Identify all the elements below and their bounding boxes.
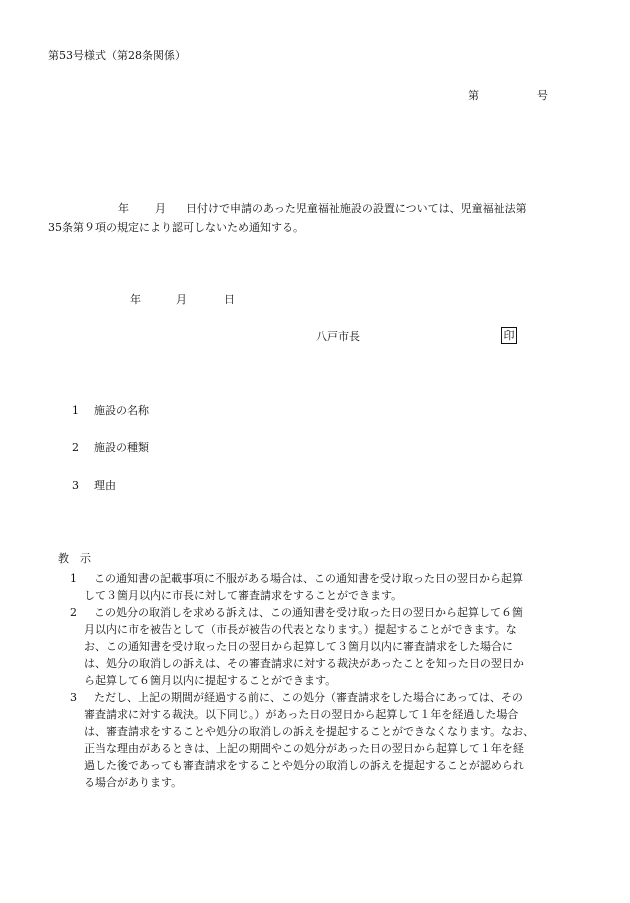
notice-line: 月以内に市を被告として（市長が被告の代表となります。）提起することができます。な: [84, 623, 517, 636]
notice-line: [70, 570, 570, 587]
date-year: 年: [130, 293, 141, 306]
item-label: 施設の名称: [94, 404, 149, 417]
notice-line: は、審査請求をすることや処分の取消しの訴えを提起することができなくなります。なお、: [84, 725, 535, 738]
notice-line: 正当な理由があるときは、上記の期間やこの処分があった日の翌日から起算して１年を経: [84, 742, 524, 755]
notice-text: この処分の取消しを求める訴えは、この通知書を受け取った日の翌日から起算して６箇: [94, 606, 523, 619]
notice-text: この通知書の記載事項に不服がある場合は、この通知書を受け取った日の翌日から起算: [94, 572, 523, 585]
body-line-1: [48, 199, 568, 218]
notice-number: 1: [70, 572, 77, 585]
item-label: 理由: [94, 479, 116, 492]
notice-line: ら起算して６箇月以内に提起することができます。: [84, 674, 337, 687]
body-line-2: 35条第９項の規定により認可しないため通知する。: [48, 221, 304, 234]
item-number: 1: [72, 404, 79, 417]
body-line1-text: 日付けで申請のあった児童福祉施設の設置については、児童福祉法第: [186, 202, 527, 215]
item-number: 2: [72, 441, 79, 454]
notice-line: [70, 604, 570, 621]
document-number-suffix: 号: [537, 89, 548, 102]
date-month: 月: [176, 293, 187, 306]
notice-item-2: [70, 604, 570, 689]
item-label: 施設の種類: [94, 441, 149, 454]
notice-line: る場合があります。: [84, 776, 183, 789]
notice-list: [70, 570, 570, 791]
item-facility-type: [72, 442, 149, 453]
notice-title: 教 示: [58, 552, 91, 565]
item-number: 3: [72, 479, 79, 492]
notice-line: [70, 689, 570, 706]
seal-mark: 印: [501, 327, 517, 344]
body-year: 年: [118, 202, 129, 215]
item-facility-name: [72, 405, 149, 416]
document-number-prefix: 第: [468, 89, 479, 102]
notice-line: 審査請求に対する裁決。以下同じ。）があった日の翌日から起算して１年を経過した場合: [84, 708, 519, 721]
date-day: 日: [224, 293, 235, 306]
notice-item-1: [70, 570, 570, 604]
notice-item-3: [70, 689, 570, 791]
notice-number: 3: [70, 691, 77, 704]
notice-line: して３箇月以内に市長に対して審査請求をすることができます。: [84, 589, 403, 602]
notification-body: [48, 199, 568, 237]
notice-line: お、この通知書を受け取った日の翌日から起算して３箇月以内に審査請求をした場合に: [84, 640, 513, 653]
body-month: 月: [155, 202, 166, 215]
issuer-name: 八戸市長: [316, 330, 360, 343]
notice-number: 2: [70, 606, 77, 619]
notice-line: は、処分の取消しの訴えは、その審査請求に対する裁決があったことを知った日の翌日か: [84, 657, 524, 670]
form-number: 第53号様式（第28条関係）: [48, 49, 186, 62]
item-reason: [72, 480, 116, 491]
notice-text: ただし、上記の期間が経過する前に、この処分（審査請求をした場合にあっては、その: [94, 691, 523, 704]
notice-line: 過した後であっても審査請求をすることや処分の取消しの訴えを提起することが認められ: [84, 759, 524, 772]
